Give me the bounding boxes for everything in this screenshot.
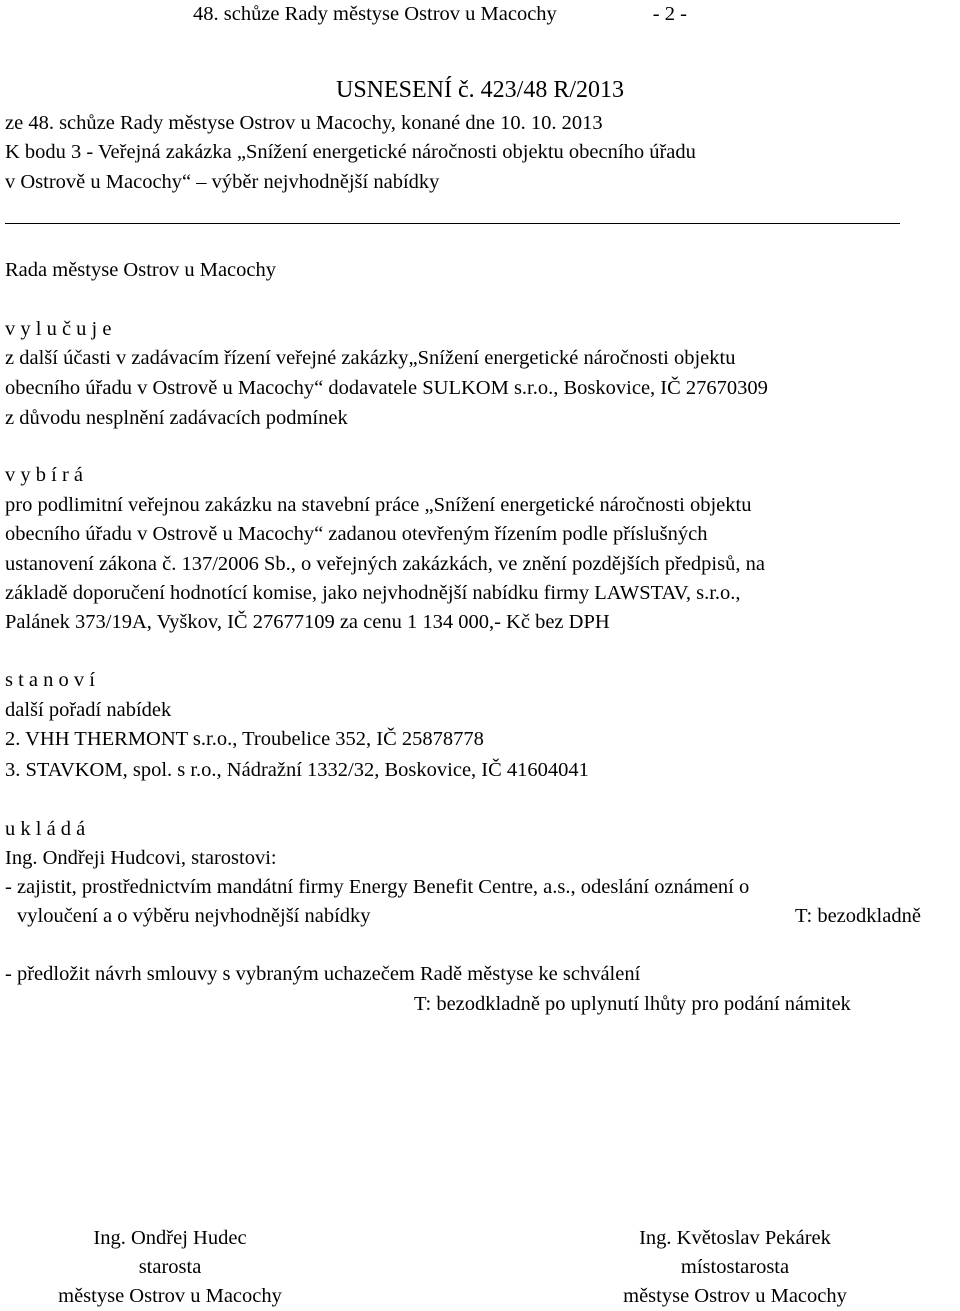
signature-block-mayor [30,1224,310,1311]
paragraph-line: obecního úřadu v Ostrově u Macochy“ zadanou otevřeným řízením podle příslušných [5,523,708,545]
list-item: 3. STAVKOM, spol. s r.o., Nádražní 1332/32, Boskovice, IČ 41604041 [5,759,589,781]
agenda-line: K bodu 3 - Veřejná zakázka „Snížení energetické náročnosti objektu obecního úřadu [5,141,696,163]
task-line: - předložit návrh smlouvy s vybraným uchazečem Radě městyse ke schválení [5,963,641,985]
signatory-org: městyse Ostrov u Macochy [623,1285,847,1307]
paragraph-line: pro podlimitní veřejnou zakázku na stavební práce „Snížení energetické náročnosti objektu [5,494,752,516]
paragraph-line: další pořadí nabídek [5,699,172,721]
paragraph-line: obecního úřadu v Ostrově u Macochy“ dodavatele SULKOM s.r.o., Boskovice, IČ 27670309 [5,377,768,399]
task-line: - zajistit, prostřednictvím mandátní firmy Energy Benefit Centre, a.s., odeslání oznámení o [5,876,750,898]
header-text: 48. schůze Rady městyse Ostrov u Macochy [193,3,557,25]
agenda-line: v Ostrově u Macochy“ – výběr nejvhodnější nabídky [5,171,440,193]
paragraph-line: Palánek 373/19A, Vyškov, IČ 27677109 za cenu 1 134 000,- Kč bez DPH [5,611,610,633]
task-addressee: Ing. Ondřeji Hudcovi, starostovi: [5,847,277,869]
paragraph-line: ustanovení zákona č. 137/2006 Sb., o veřejných zakázkách, ve znění pozdějších předpisů, na [5,553,765,575]
council-name: Rada městyse Ostrov u Macochy [5,259,276,281]
page-number: - 2 - [652,3,687,25]
section-heading-stanovi: s t a n o v í [5,669,95,691]
paragraph-line: základě doporučení hodnotící komise, jako nejvhodnější nabídku firmy LAWSTAV, s.r.o., [5,582,741,604]
paragraph-line: z další účasti v zadávacím řízení veřejné zakázky„Snížení energetické náročnosti objektu [5,347,736,369]
task-deadline: T: bezodkladně po uplynutí lhůty pro podání námitek [414,993,851,1015]
meeting-line: ze 48. schůze Rady městyse Ostrov u Macochy, konané dne 10. 10. 2013 [5,112,603,134]
signatory-role: starosta [138,1256,202,1278]
signatory-name: Ing. Květoslav Pekárek [639,1227,831,1249]
section-heading-uklada: u k l á d á [5,818,86,840]
list-item: 2. VHH THERMONT s.r.o., Troubelice 352, IČ 25878778 [5,728,484,750]
section-heading-vybira: v y b í r á [5,464,83,486]
page-header [193,0,687,29]
signatory-org: městyse Ostrov u Macochy [58,1285,282,1307]
resolution-title: USNESENÍ č. 423/48 R/2013 [336,77,624,103]
signatory-role: místostarosta [680,1256,790,1278]
separator-rule [5,223,900,224]
paragraph-line: z důvodu nesplnění zadávacích podmínek [5,407,348,429]
task-line: vyloučení a o výběru nejvhodnější nabídky [17,905,371,927]
signatory-name: Ing. Ondřej Hudec [93,1227,247,1249]
task-deadline: T: bezodkladně [795,905,921,927]
signature-block-deputy-mayor [585,1224,885,1311]
section-heading-vylucuje: v y l u č u j e [5,318,112,340]
